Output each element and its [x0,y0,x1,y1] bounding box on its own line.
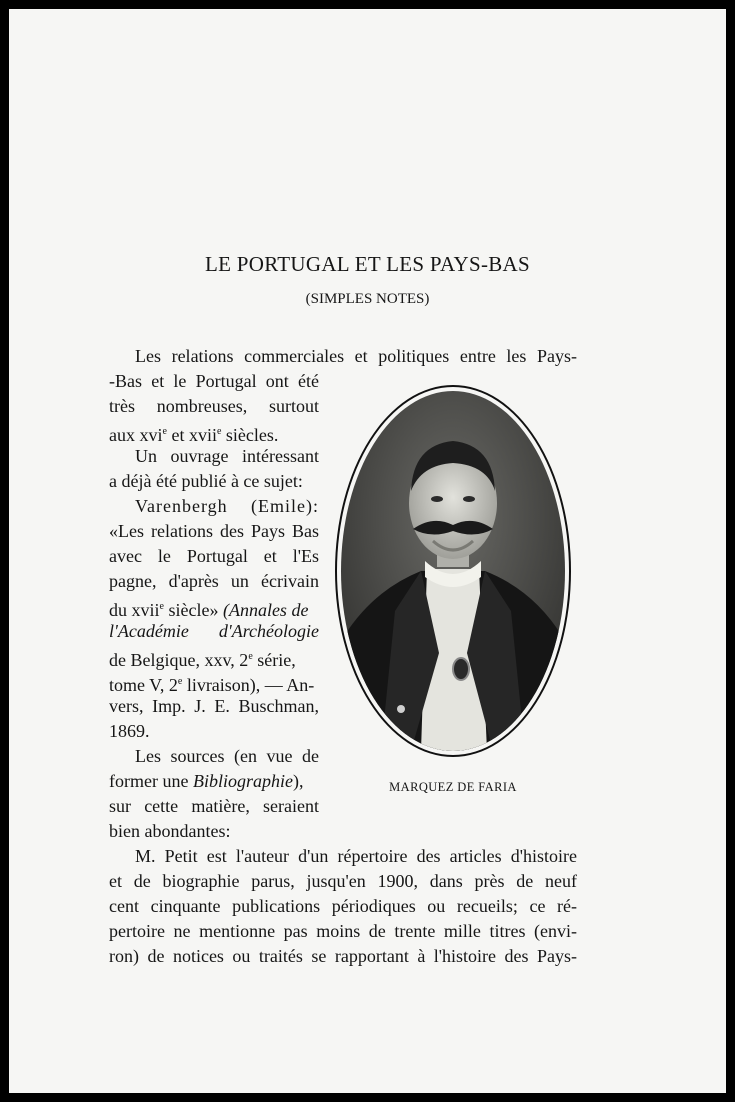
portrait-photo [335,385,571,757]
text-line: 1869. [109,721,150,741]
text-line: pagne, d'après un écrivain [109,571,319,591]
text-line: -Bas et le Portugal ont été [109,371,319,391]
text-line: M. Petit est l'auteur d'un répertoire des articles d'histoire [135,846,577,866]
text-line: l'Académie d'Archéologie [109,621,319,641]
text-line: et de biographie parus, jusqu'en 1900, dans près de neuf [109,871,577,891]
text-line: Les relations commerciales et politiques entre les Pays- [135,346,577,366]
text-line: former une Bibliographie), [109,771,304,791]
text-line: Varenbergh (Emile): [135,496,319,516]
text-line: Les sources (en vue de [135,746,319,766]
text-line: du xvii$^e$ siècle» (Annales de [109,600,309,620]
text-line: sur cette matière, seraient [109,796,319,816]
text-line: tome V, 2e livraison), — An- [109,675,315,695]
text-line: aux xvi$^e$ et xvii$^e$ siècles. [109,425,279,445]
text-line: avec le Portugal et l'Es [109,546,319,566]
page-title: LE PORTUGAL ET LES PAYS-BAS [204,252,530,276]
text-line: très nombreuses, surtout [109,396,319,416]
page-subtitle: (SIMPLES NOTES) [305,291,430,307]
text-line: pertoire ne mentionne pas moins de trente mille titres (envi- [109,921,577,941]
text-line: a déjà été publié à ce sujet: [109,471,303,491]
text-line: vers, Imp. J. E. Buschman, [109,696,319,716]
text-line: de Belgique, xxv, 2e série, [109,650,296,670]
portrait-image [341,391,565,751]
text-line: cent cinquante publications périodiques ou recueils; ce ré- [109,896,577,916]
text-line: Un ouvrage intéressant [135,446,319,466]
document-page [9,9,726,1093]
text-line: «Les relations des Pays Bas [109,521,319,541]
portrait-caption: MARQUEZ DE FARIA [389,780,517,794]
text-line: ron) de notices ou traités se rapportant à l'histoire des Pays- [109,946,577,966]
text-line: bien abondantes: [109,821,231,841]
